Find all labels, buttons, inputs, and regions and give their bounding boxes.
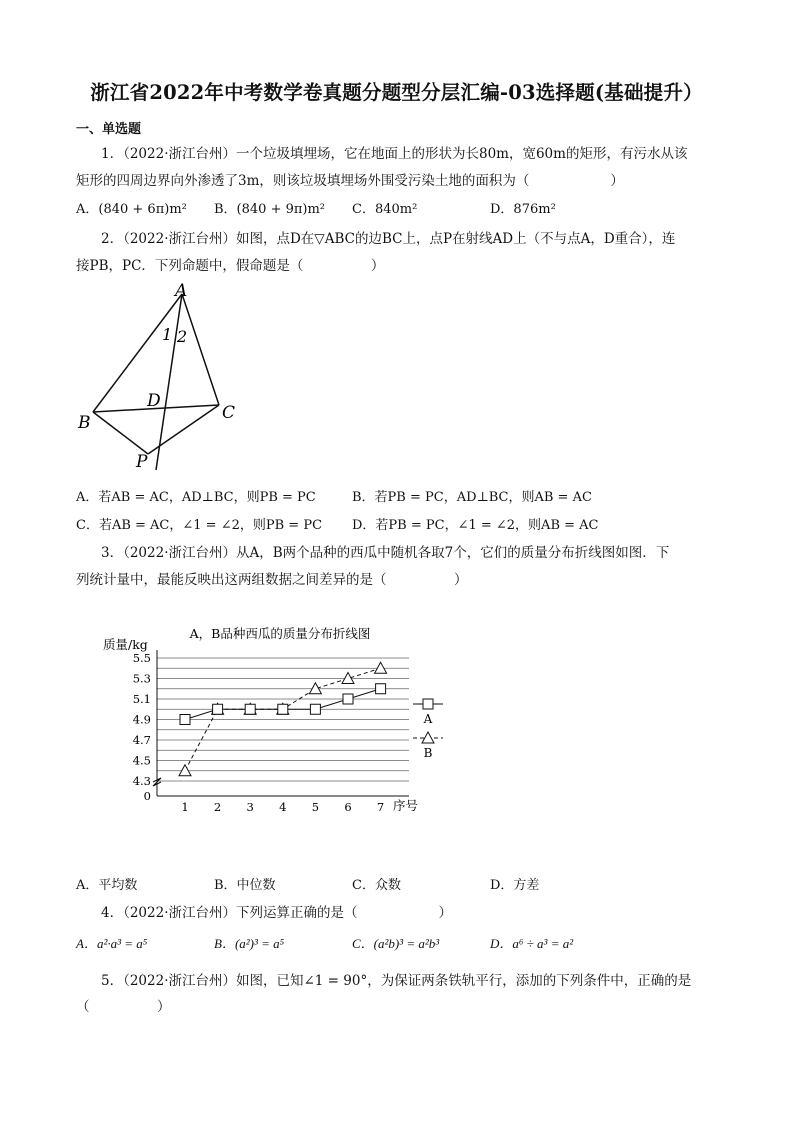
q2-option-c: C．若AB = AC，∠1 = ∠2，则PB = PC: [76, 518, 323, 533]
chart-title: A，B品种西瓜的质量分布折线图: [189, 626, 371, 641]
y-tick-label: 5.1: [132, 692, 151, 706]
q2-line1: 2．（2022·浙江台州）如图，点D在▽ABC的边BC上，点P在射线AD上（不与点A，D重合），连: [101, 231, 676, 247]
chart-ylabel: 质量/kg: [103, 637, 148, 652]
section-heading: 一、单选题: [76, 122, 142, 137]
q1-option-c: C．840m²: [352, 202, 418, 217]
x-tick-label: 5: [311, 800, 320, 814]
label-angle-2: 2: [177, 327, 188, 346]
segment-ap: [156, 294, 182, 470]
triangle-figure: [72, 282, 252, 482]
q1-option-d: D．876m²: [490, 202, 556, 217]
label-p: P: [136, 452, 148, 472]
data-point-a: [278, 704, 288, 714]
q4-option-b: B．(a²)³ = a⁵: [214, 936, 285, 951]
x-tick-label: 3: [246, 800, 254, 814]
x-tick-label: 6: [344, 800, 352, 814]
data-point-a: [245, 704, 255, 714]
x-tick-label: 7: [376, 800, 385, 814]
y-tick-label: 4.5: [132, 753, 151, 768]
x-tick-label: 2: [213, 800, 222, 814]
q3-option-d: D．方差: [490, 878, 540, 893]
y-tick-label: 4.9: [132, 712, 151, 727]
y-tick-label: 5.5: [132, 651, 151, 665]
data-point-a: [180, 715, 190, 725]
q3-option-c: C．众数: [352, 878, 401, 893]
label-d: D: [147, 391, 161, 411]
q2-option-d: D．若PB = PC，∠1 = ∠2，则AB = AC: [352, 518, 599, 533]
q3-option-b: B．中位数: [214, 878, 276, 893]
data-point-b: [375, 662, 387, 673]
q1-option-a: A．(840 + 6π)m²: [76, 202, 187, 217]
segment-pb: [93, 412, 148, 454]
label-c: C: [222, 403, 236, 423]
q3-line1: 3．（2022·浙江台州）从A，B两个品种的西瓜中随机各取7个，它们的质量分布折线图如图．下: [101, 545, 670, 561]
data-point-b: [342, 673, 354, 684]
mass-line-chart: [95, 620, 455, 820]
legend-label-a: A: [423, 712, 433, 726]
q5-line2: （ ）: [76, 999, 171, 1015]
q5-line1: 5．（2022·浙江台州）如图，已知∠1 = 90°，为保证两条铁轨平行，添加的下列条件中，正确的是: [101, 973, 692, 989]
data-point-a: [376, 684, 386, 694]
chart-xlabel: 序号: [393, 798, 419, 813]
legend-marker-a: [423, 699, 433, 709]
data-point-b: [179, 765, 191, 776]
data-point-a: [343, 694, 353, 704]
segment-ac: [182, 294, 219, 405]
q4-option-c: C．(a²b)³ = a²b³: [352, 936, 440, 951]
q1-option-b: B．(840 + 9π)m²: [214, 202, 326, 217]
q4-line1: 4．（2022·浙江台州）下列运算正确的是（ ）: [101, 905, 452, 921]
data-point-b: [309, 683, 321, 694]
q1-line2: 矩形的四周边界向外渗透了3m，则该垃圾填埋场外围受污染土地的面积为（ ）: [76, 173, 624, 189]
y-tick-label: 5.3: [132, 671, 151, 686]
x-tick-label: 1: [181, 800, 189, 814]
q3-line2: 列统计量中，最能反映出这两组数据之间差异的是（ ）: [76, 572, 468, 588]
y-tick-label: 4.7: [132, 733, 151, 747]
q2-option-a: A．若AB = AC，AD⊥BC，则PB = PC: [76, 490, 316, 505]
y-tick-label: 0: [143, 789, 151, 803]
data-point-a: [310, 704, 320, 714]
legend-label-b: B: [423, 746, 433, 760]
y-tick-label: 4.3: [132, 774, 151, 788]
segment-pc: [148, 405, 219, 454]
x-tick-label: 4: [279, 800, 287, 814]
q4-option-a: A．a²·a³ = a⁵: [76, 936, 148, 951]
q2-option-b: B．若PB = PC，AD⊥BC，则AB = AC: [352, 490, 592, 505]
label-angle-1: 1: [162, 325, 173, 344]
q4-option-d: D．a⁶ ÷ a³ = a²: [490, 936, 574, 951]
q1-line1: 1．（2022·浙江台州）一个垃圾填埋场，它在地面上的形状为长80m，宽60m的矩形，有污水从该: [101, 146, 688, 162]
data-point-a: [213, 704, 223, 714]
label-b: B: [78, 413, 91, 433]
page-title: 浙江省2022年中考数学卷真题分题型分层汇编-03选择题(基础提升）: [90, 81, 703, 104]
q3-option-a: A．平均数: [76, 878, 138, 893]
segment-ab: [93, 294, 182, 412]
label-a: A: [175, 282, 188, 301]
q2-line2: 接PB，PC．下列命题中，假命题是（ ）: [76, 258, 385, 274]
